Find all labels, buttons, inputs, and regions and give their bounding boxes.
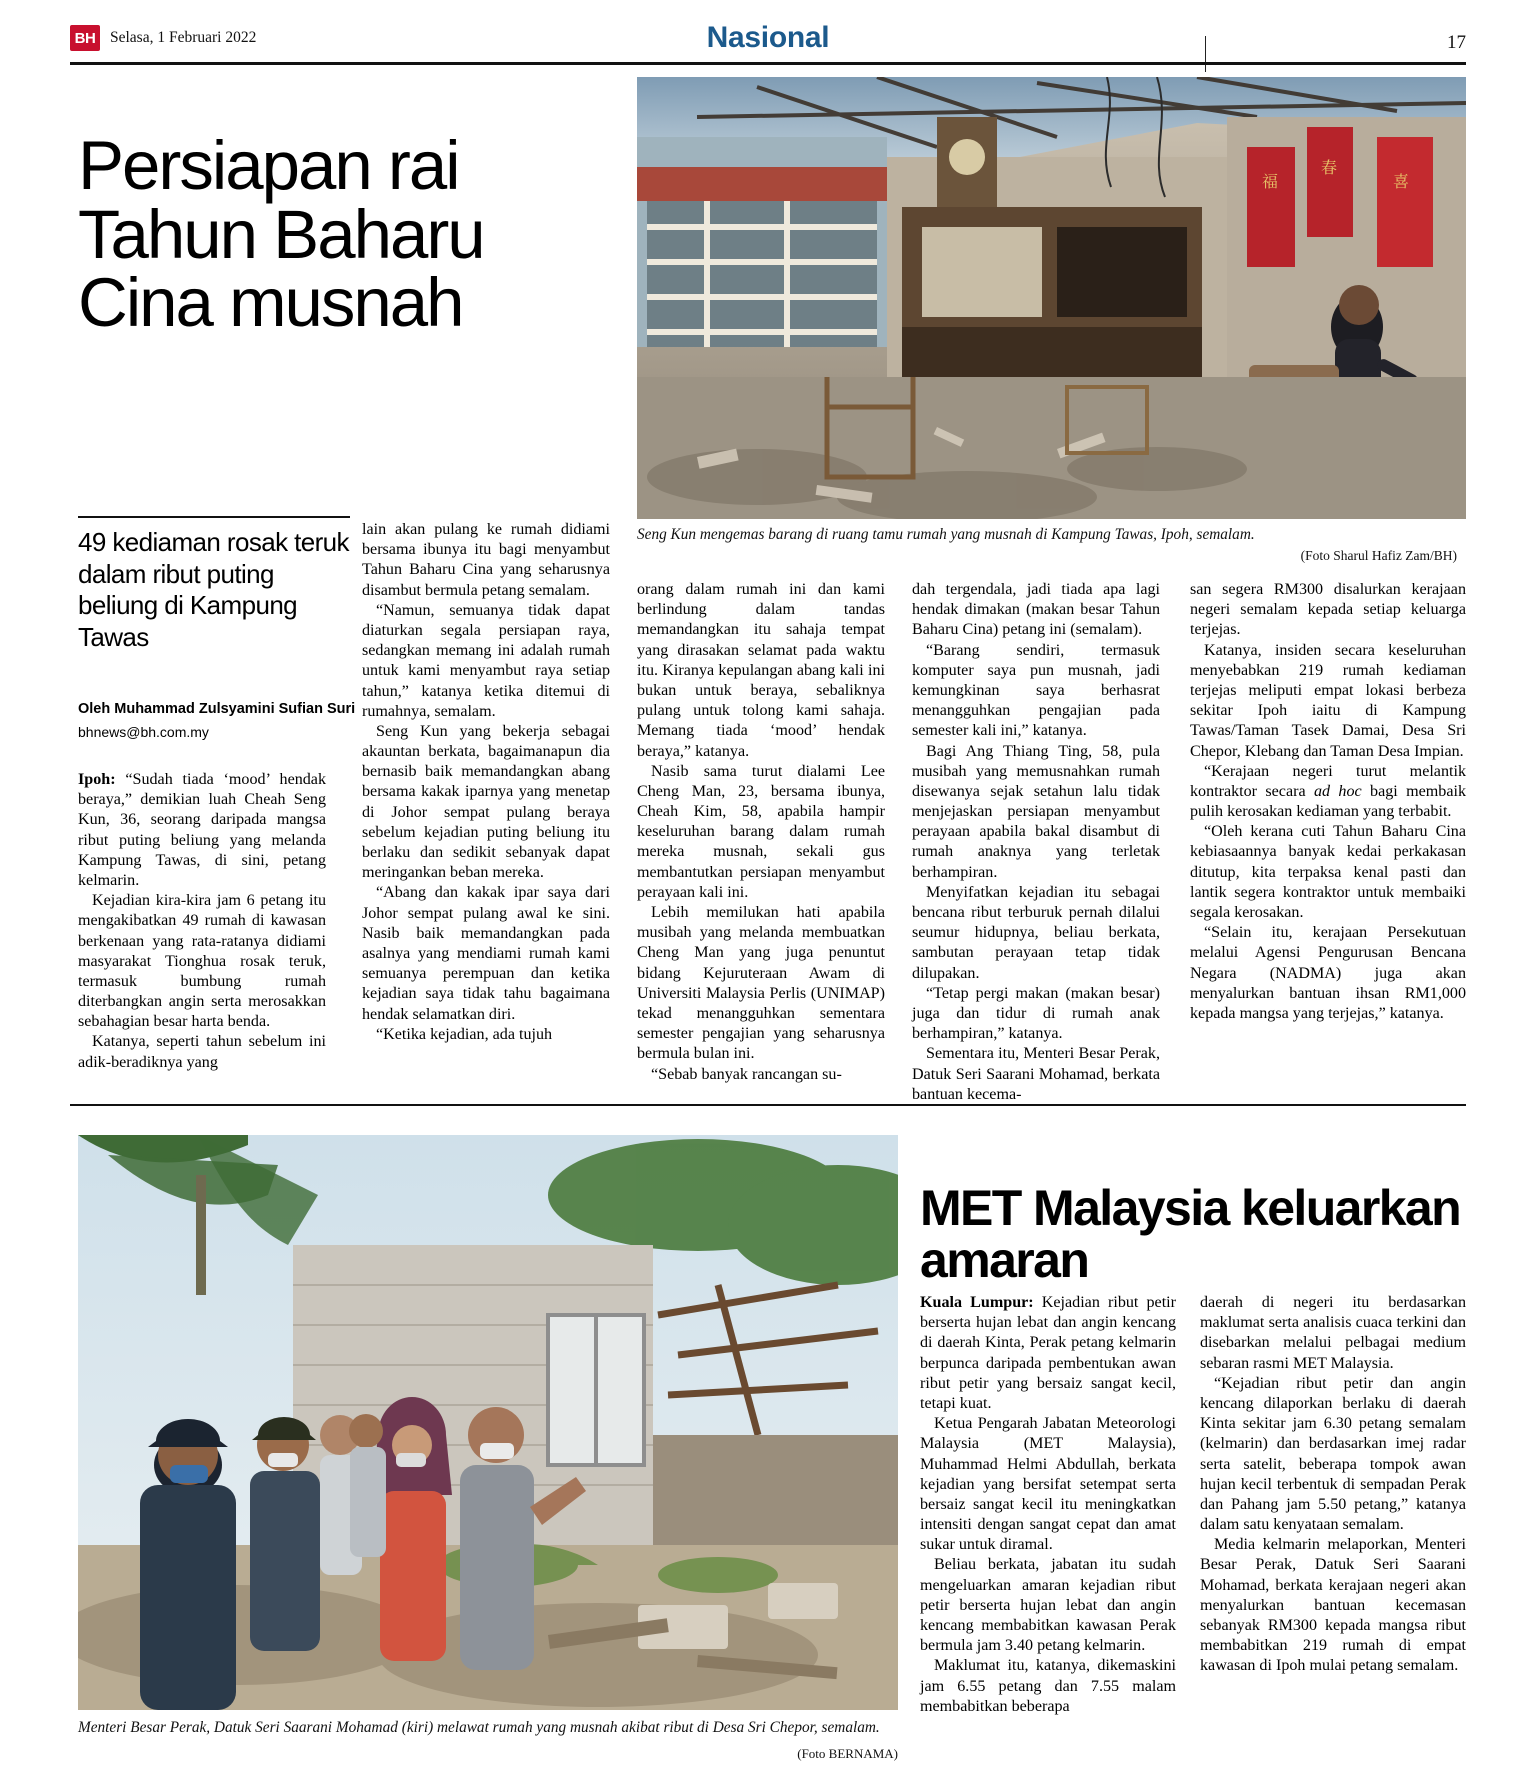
photo-1-caption-text: Seng Kun mengemas barang di ruang tamu rumah yang musnah di Kampung Tawas, Ipoh, semalam. (637, 526, 1255, 543)
photo-2-caption (78, 1718, 898, 1761)
story2-column-1 (920, 1293, 1176, 1717)
photo-2-graphic (78, 1135, 898, 1710)
page-title: Persiapan rai Tahun Baharu Cina musnah (78, 127, 484, 341)
story-kicker: 49 kediaman rosak teruk dalam ribut puting beliung di Kampung Tawas (78, 527, 349, 653)
story1-lead-column (78, 770, 326, 1073)
publication-date: Selasa, 1 Februari 2022 (110, 29, 257, 46)
story1-column-1 (362, 520, 610, 1045)
paragraph: “Ketika kejadian, ada tujuh (376, 1025, 553, 1043)
paragraph: san segera RM300 disalurkan kerajaan negeri semalam kepada setiap keluarga terjejas. (1190, 581, 1466, 639)
kicker-divider (78, 516, 350, 518)
photo-damaged-living-room (637, 77, 1466, 519)
paragraph (78, 770, 326, 891)
dateline: Ipoh: (78, 771, 116, 788)
byline (78, 700, 358, 741)
paragraph: Ketua Pengarah Jabatan Meteorologi Malaysia (MET Malaysia), Muhammad Helmi Abdullah, berkata kejadian yang bersifat setempat serta bersaiz sangat kecil itu meningkatkan intensiti dengan sangat cepat dan amat sukar untuk diramal. (920, 1415, 1176, 1554)
bh-logo: BH (70, 25, 100, 51)
paragraph: “Tetap pergi makan (makan besar) juga dan tidur di rumah anak berhampiran,” katanya. (912, 984, 1160, 1043)
paragraph: Nasib sama turut dialami Lee Cheng Man, 23, bersama ibunya, Cheah Kim, 58, apabila hampir keseluruhan barang dalam rumah mereka musnah, sekali gus membantutkan persiapan menyambut perayaan kali ini. (637, 762, 885, 901)
photo-1-caption (637, 525, 1457, 564)
paragraph: Lebih memilukan hati apabila musibah yang melanda membuatkan Cheng Man yang juga penuntut bidang Kejuruteraan Awam di Universiti Malaysia Perlis (UNIMAP) tekad menangguhkan sementara semester pengajian yang seharusnya bermula bulan ini. (637, 904, 885, 1063)
paragraph: “Kerajaan negeri turut melantik kontraktor secara ad hoc bagi membaik pulih kerosakan kediaman yang terbabit. (1190, 762, 1466, 821)
paragraph-text: “Sudah tiada ‘mood’ hendak beraya,” demikian luah Cheah Seng Kun, 36, seorang daripada mangsa ribut puting beliung yang melanda Kampung Tawas, di sini, petang kelmarin. (78, 771, 326, 889)
photo-1-credit: (Foto Sharul Hafiz Zam/BH) (1300, 547, 1457, 563)
paragraph: “Namun, semuanya tidak dapat diaturkan segala persiapan raya, sedangkan memang ini adalah rumah untuk kami menyambut raya setiap tahun,” katanya ketika ditemui di rumahnya, semalam. (362, 601, 610, 720)
photo-2-credit: (Foto BERNAMA) (797, 1746, 898, 1761)
svg-text:福: 福 (1262, 174, 1279, 191)
section-divider (1205, 36, 1206, 72)
story2-title: MET Malaysia keluarkan amaran (920, 1179, 1461, 1288)
paragraph: “Selain itu, kerajaan Persekutuan melalui Agensi Pengurusan Bencana Negara (NADMA) juga akan menyalurkan bantuan ihsan RM1,000 kepada mangsa yang terjejas,” katanya. (1190, 924, 1466, 1022)
photo-1-graphic (637, 77, 1466, 519)
paragraph: Media kelmarin melaporkan, Menteri Besar Perak, Datuk Seri Saarani Mohamad, berkata kerajaan negeri akan menyalurkan bantuan kecemasan sebanyak RM300 kepada mangsa ribut membabitkan 219 rumah di empat kawasan di Ipoh mulai petang semalam. (1200, 1536, 1466, 1675)
dateline: Kuala Lumpur: (920, 1294, 1034, 1311)
top-rule (70, 62, 1466, 65)
section-title: Nasional (706, 21, 830, 54)
paragraph: Seng Kun yang bekerja sebagai akauntan berkata, bagaimanapun dia bernasib baik memandangkan abang bersama kakak iparnya yang menetap di Johor sempat pulang beraya sebelum kejadian puting beliung itu berlaku dan sedikit sebanyak dapat meringankan beban mereka. (362, 722, 610, 882)
paragraph: Beliau berkata, jabatan itu sudah mengeluarkan amaran kejadian ribut petir berserta hujan lebat dan angin kencang membabitkan kawasan Perak bermula jam 3.40 petang kelmarin. (920, 1556, 1176, 1655)
paragraph: “Oleh kerana cuti Tahun Baharu Cina kebiasaannya banyak kedai perkakasan ditutup, kita terpaksa kenal pasti dan lantik segera kontraktor untuk membaiki segala kerosakan. (1190, 823, 1466, 921)
paragraph: “Barang sendiri, termasuk komputer saya pun musnah, jadi kemungkinan saya berhasrat menangguhkan pengajian pada semester kali ini,” katanya. (912, 641, 1160, 740)
page-number: 17 (1447, 32, 1466, 53)
paragraph: Menyifatkan kejadian itu sebagai bencana ribut terburuk pernah dilalui seumur hidupnya, beliau berkata, sambutan perayaan tetap tidak dilupakan. (912, 883, 1160, 982)
svg-text:春: 春 (1321, 160, 1338, 177)
paragraph: daerah di negeri itu berdasarkan maklumat serta analisis cuaca terkini dan disebarkan melalui pelbagai medium sebaran rasmi MET Malaysia. (1200, 1294, 1466, 1372)
byline-author: Oleh Muhammad Zulsyamini Sufian Suri (78, 701, 356, 717)
paragraph: Bagi Ang Thiang Ting, 58, pula musibah yang memusnahkan rumah disewanya sejak setahun lalu tidak menjejaskan persiapan menyambut perayaan apabila bakal disambut di rumah anaknya yang terletak berhampiran. (912, 742, 1160, 881)
paragraph: orang dalam rumah ini dan kami berlindung dalam tandas memandangkan itu sahaja tempat yang dirasakan selamat pada waktu itu. Kiranya kepulangan abang kali ini bukan untuk beraya, sebaliknya pulang untuk tolong kami sahaja. Memang tiada ‘mood’ hendak beraya,” katanya. (637, 581, 885, 760)
paragraph-text: Kejadian ribut petir berserta hujan lebat dan angin kencang di daerah Kinta, Perak petang kelmarin berpunca daripada pembentukan awan ribut petir yang bersaiz sangat kecil, tetapi kuat. (920, 1294, 1176, 1412)
photo-2-caption-text: Menteri Besar Perak, Datuk Seri Saarani Mohamad (kiri) melawat rumah yang musnah akibat ribut di Desa Sri Chepor, semalam. (78, 1719, 880, 1736)
paragraph: Kejadian kira-kira jam 6 petang itu mengakibatkan 49 rumah di kawasan berkenaan yang rata-ratanya didiami masyarakat Tionghua rosak teruk, termasuk bumbung rumah diterbangkan angin serta merosakkan sebahagian besar harta benda. (78, 892, 326, 1031)
photo-officials-visit (78, 1135, 898, 1710)
story1-column-4 (912, 580, 1160, 1105)
byline-email: bhnews@bh.com.my (78, 723, 209, 740)
story1-column-5 (1190, 580, 1466, 1024)
paragraph: lain akan pulang ke rumah didiami bersama ibunya itu bagi menyambut Tahun Baharu Cina yang seharusnya disambut bermula petang semalam. (362, 521, 610, 599)
paragraph: “Sebab banyak rancangan su- (651, 1065, 842, 1083)
paragraph: “Abang dan kakak ipar saya dari Johor sempat pulang awal ke sini. Nasib baik memandangkan pada asalnya yang mendiami rumah kami semuanya perempuan dan ketika kejadian saya tidak tahu bagaimana hendak selamatkan diri. (362, 884, 610, 1023)
svg-text:喜: 喜 (1393, 174, 1410, 191)
paragraph (920, 1293, 1176, 1414)
paragraph: Katanya, insiden secara keseluruhan menyebabkan 219 rumah kediaman terjejas meliputi empat lokasi berbeza sekitar Ipoh iaitu di Kampung Tawas/Taman Tasek Damai, Desa Sri Chepor, Klebang dan Taman Desa Impian. (1190, 641, 1466, 760)
paragraph: “Kejadian ribut petir dan angin kencang dilaporkan berlaku di daerah Kinta sekitar jam 6.30 petang semalam (kelmarin) dan berdasarkan imej radar serta satelit, beberapa tompok awan hujan kecil terbentuk di sempadan Perak dan Pahang jam 5.50 petang,” katanya dalam satu kenyataan semalam. (1200, 1374, 1466, 1534)
paragraph: Maklumat itu, katanya, dikemaskini jam 6.55 petang dan 7.55 malam membabitkan beberapa (920, 1657, 1176, 1715)
paragraph: Katanya, seperti tahun sebelum ini adik-beradiknya yang (78, 1033, 326, 1071)
section-divider-rule (70, 1104, 1466, 1106)
masthead (70, 18, 1466, 58)
story1-column-3 (637, 580, 885, 1085)
paragraph: dah tergendala, jadi tiada apa lagi hendak dimakan (makan besar Tahun Baharu Cina) petang ini (semalam). (912, 581, 1160, 639)
story2-column-2 (1200, 1293, 1466, 1677)
paragraph: Sementara itu, Menteri Besar Perak, Datuk Seri Saarani Mohamad, berkata bantuan kecema- (912, 1045, 1160, 1103)
